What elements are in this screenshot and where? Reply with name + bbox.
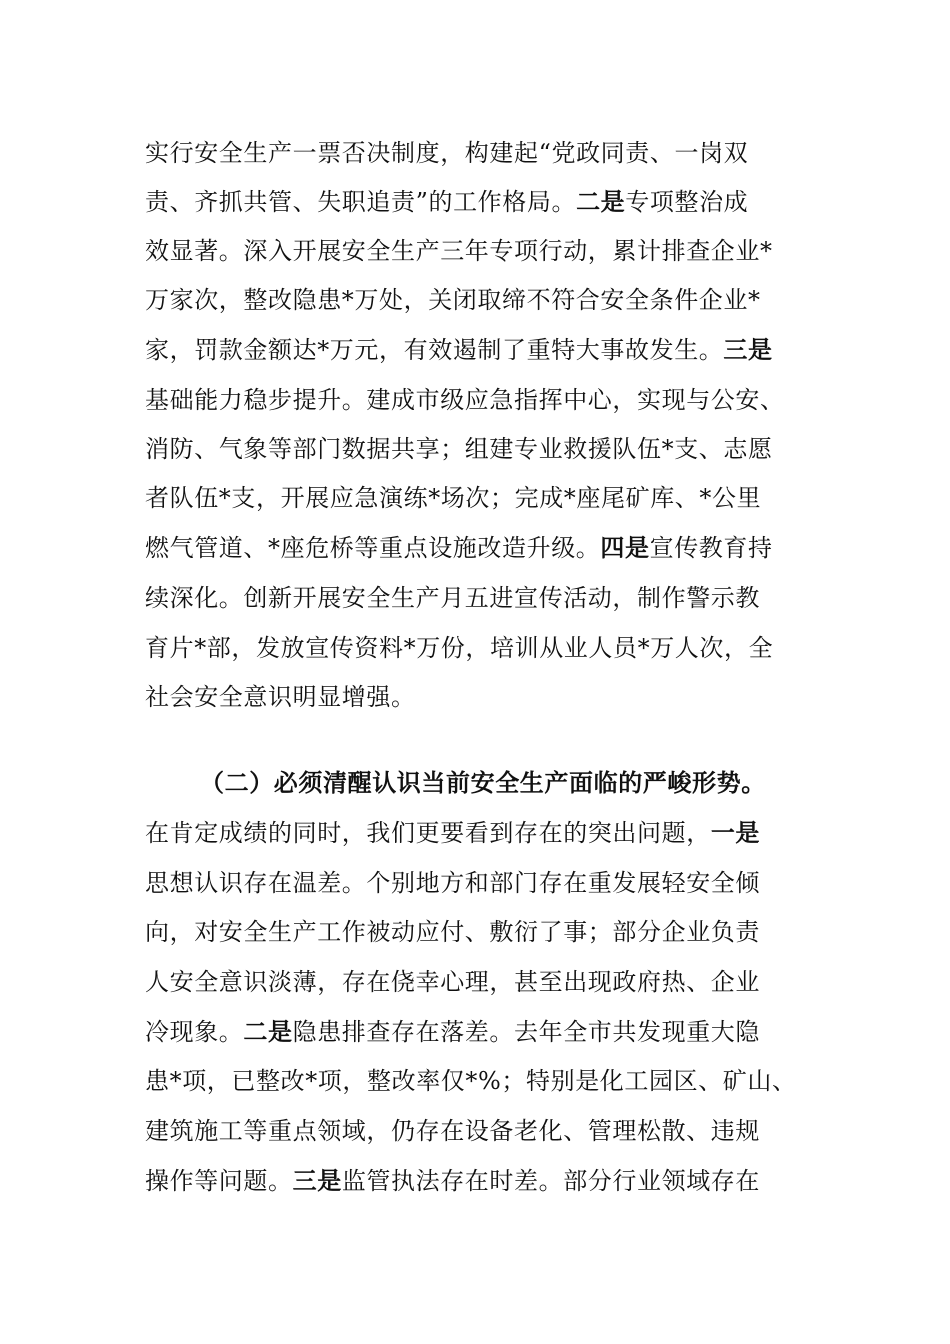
text-line <box>145 1156 805 1206</box>
text-run: 操作等问题。 <box>145 1167 293 1195</box>
text-line <box>145 573 805 623</box>
text-line <box>145 424 805 474</box>
text-run: 向，对安全生产工作被动应付、敷衍了事；部分企业负责 <box>145 918 760 946</box>
text-line <box>145 325 805 375</box>
text-line <box>145 907 805 957</box>
text-run: 患*项，已整改*项，整改率仅*%；特别是化工园区、矿山、 <box>145 1067 797 1095</box>
text-run: 隐患排查存在落差。去年全市共发现重大隐 <box>292 1018 761 1046</box>
text-line <box>145 523 805 573</box>
section-heading-text: （二）必须清醒认识当前安全生产面临的严峻形势。 <box>200 768 766 797</box>
text-run: 消防、气象等部门数据共享；组建专业救援队伍*支、志愿 <box>145 435 773 463</box>
text-line <box>145 623 805 673</box>
text-line <box>145 177 805 227</box>
text-run: 人安全意识淡薄，存在侥幸心理，甚至出现政府热、企业 <box>145 968 760 996</box>
text-run: 建筑施工等重点领域，仍存在设备老化、管理松散、违规 <box>145 1117 760 1145</box>
text-run: 燃气管道、*座危桥等重点设施改造升级。 <box>145 534 601 562</box>
text-line <box>145 1106 805 1156</box>
text-run: 者队伍*支，开展应急演练*场次；完成*座尾矿库、*公里 <box>145 484 762 512</box>
emphasis-run: 二是 <box>576 187 626 216</box>
text-line <box>145 375 805 425</box>
text-run: 实行安全生产一票否决制度，构建起“党政同责、一岗双 <box>145 139 749 167</box>
emphasis-run: 一是 <box>710 818 761 847</box>
emphasis-run: 四是 <box>600 533 650 562</box>
text-run: 思想认识存在温差。个别地方和部门存在重发展轻安全倾 <box>145 869 760 897</box>
text-line <box>145 808 805 858</box>
text-run: 监管执法存在时差。部分行业领域存在 <box>341 1167 761 1195</box>
text-line <box>145 275 805 325</box>
text-line <box>145 957 805 1007</box>
text-run: 续深化。创新开展安全生产月五进宣传活动，制作警示教 <box>145 584 760 612</box>
text-run: 家，罚款金额达*万元，有效遏制了重特大事故发生。 <box>145 336 724 364</box>
text-run: 责、齐抓共管、失职追责”的工作格局。 <box>145 188 577 216</box>
emphasis-run: 三是 <box>292 1166 342 1195</box>
text-run: 基础能力稳步提升。建成市级应急指挥中心，实现与公安、 <box>145 386 785 414</box>
emphasis-run: 二是 <box>243 1017 293 1046</box>
text-run: 万家次，整改隐患*万处，关闭取缔不符合安全条件企业* <box>145 286 761 314</box>
text-line <box>145 672 805 722</box>
text-run: 育片*部，发放宣传资料*万份，培训从业人员*万人次，全 <box>145 634 774 662</box>
text-line <box>145 226 805 276</box>
text-line <box>145 473 805 523</box>
text-line <box>145 1056 805 1106</box>
section-heading <box>200 758 820 808</box>
text-run: 专项整治成 <box>625 188 749 216</box>
text-line <box>145 858 805 908</box>
text-run: 在肯定成绩的同时，我们更要看到存在的突出问题， <box>145 819 711 847</box>
text-run: 宣传教育持 <box>649 534 773 562</box>
emphasis-run: 三是 <box>723 335 773 364</box>
text-line <box>145 1007 805 1057</box>
text-run: 冷现象。 <box>145 1018 244 1046</box>
text-run: 效显著。深入开展安全生产三年专项行动，累计排查企业* <box>145 237 773 265</box>
text-run: 社会安全意识明显增强。 <box>145 683 416 711</box>
text-line <box>145 128 805 178</box>
